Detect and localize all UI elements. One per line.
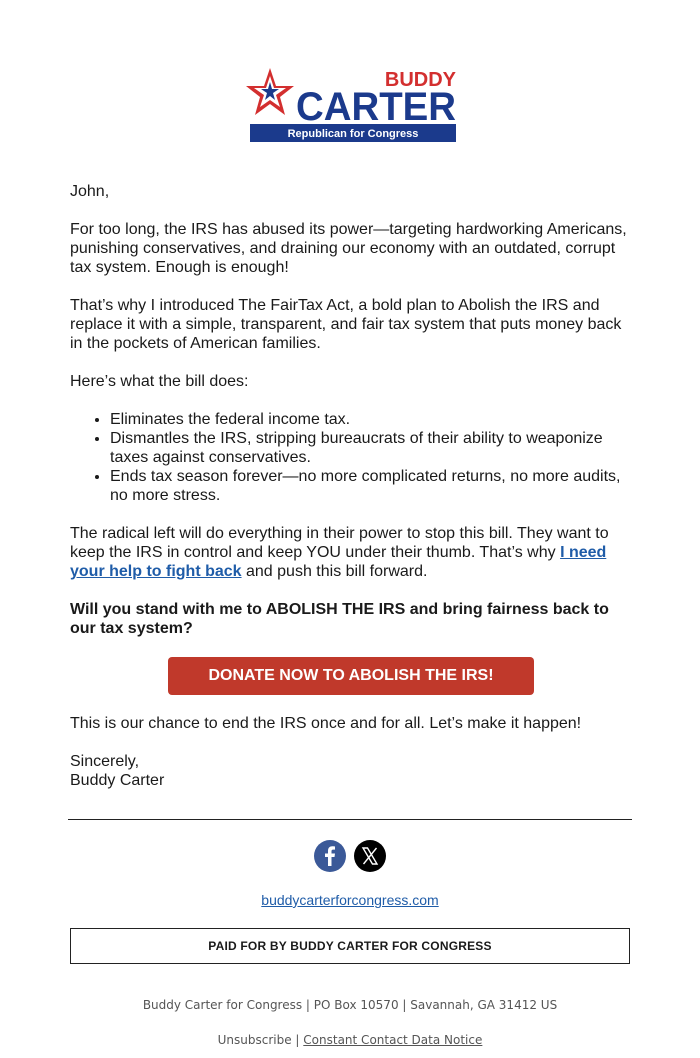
paragraph-fairtax-act: That’s why I introduced The FairTax Act, a bold plan to Abolish the IRS and replace it with a simple, transparent, and fair tax system that puts money back in the pockets of American families.	[70, 297, 622, 352]
list-item: • Eliminates the federal income tax.	[110, 410, 632, 429]
logo-last-name: CARTER	[296, 85, 457, 129]
bill-list	[70, 410, 632, 505]
footer-divider	[68, 819, 632, 820]
buddy-carter-logo	[244, 64, 458, 144]
bill-intro: Here’s what the bill does:	[70, 373, 249, 390]
mailing-address: Buddy Carter for Congress | PO Box 10570 | Savannah, GA 31412 US	[142, 998, 558, 1012]
unsubscribe-link[interactable]: Unsubscribe	[217, 1033, 292, 1047]
logo-tagline: Republican for Congress	[287, 128, 419, 140]
paragraph-radical-left	[70, 524, 632, 581]
social-links	[0, 840, 700, 872]
signoff-block	[70, 752, 632, 790]
fight-back-link[interactable]: I need your help to fight back	[70, 544, 607, 580]
facebook-icon[interactable]	[314, 840, 346, 872]
star-icon	[246, 68, 294, 115]
website-link-row	[0, 892, 700, 908]
signature: Buddy Carter	[70, 772, 165, 789]
paragraph-text-after: and push this bill forward.	[241, 563, 428, 580]
paragraph-text-before: The radical left will do everything in their power to stop this bill. They want to keep the IRS in control and keep YOU under their thumb. That’s why	[70, 525, 609, 561]
paragraph-irs-abuse: For too long, the IRS has abused its power—targeting hardworking Americans, punishing conservatives, and draining our economy with an outdated, corrupt tax system. Enough is enough!	[70, 221, 627, 276]
closing-line: This is our chance to end the IRS once and for all. Let’s make it happen!	[70, 715, 582, 732]
ask-question: Will you stand with me to ABOLISH THE IRS and bring fairness back to our tax system?	[70, 601, 609, 637]
unsubscribe-row	[0, 1033, 700, 1047]
paid-for-disclaimer: PAID FOR BY BUDDY CARTER FOR CONGRESS	[70, 928, 630, 964]
donate-button[interactable]: DONATE NOW TO ABOLISH THE IRS!	[168, 657, 534, 695]
cta-wrapper	[70, 657, 632, 695]
separator: |	[295, 1033, 300, 1047]
list-item: • Ends tax season forever—no more complicated returns, no more audits, no more stress.	[110, 467, 632, 505]
list-item: • Dismantles the IRS, stripping bureaucrats of their ability to weaponize taxes against conservatives.	[110, 429, 632, 467]
logo-first-name: BUDDY	[384, 69, 456, 91]
greeting: John,	[70, 183, 110, 200]
x-twitter-icon[interactable]	[354, 840, 386, 872]
signoff: Sincerely,	[70, 753, 140, 770]
website-link[interactable]: buddycarterforcongress.com	[261, 892, 439, 908]
data-notice-link[interactable]: Constant Contact Data Notice	[303, 1033, 483, 1047]
email-body	[70, 182, 632, 790]
